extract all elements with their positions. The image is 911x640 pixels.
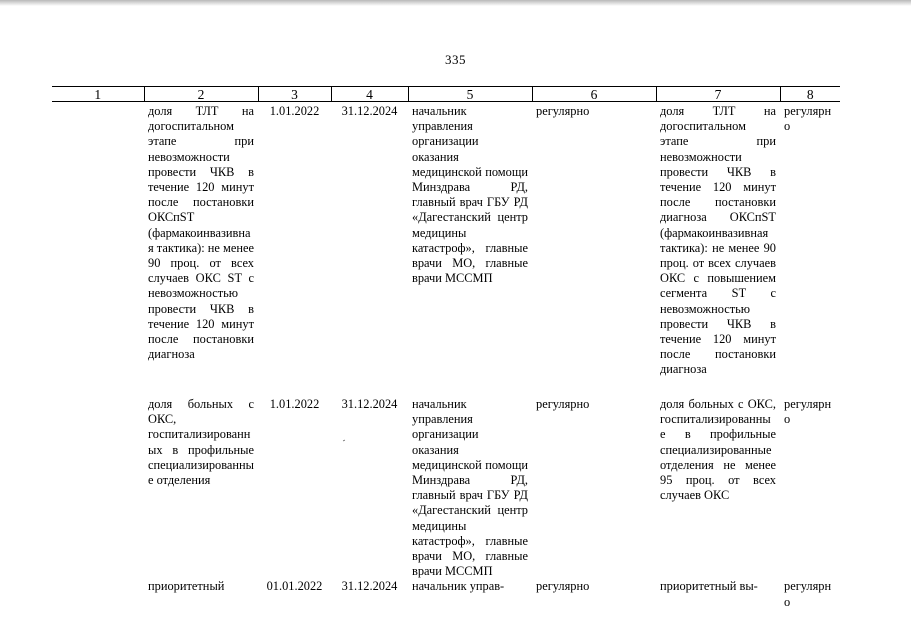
cell-start-date: 1.01.2022 <box>269 397 320 411</box>
scan-edge-shadow <box>0 0 911 6</box>
table-row <box>52 397 840 579</box>
column-header-1: 1 <box>52 87 144 102</box>
cell-number <box>52 102 144 398</box>
cell-start-date: 1.01.2022 <box>269 104 320 118</box>
column-header-4: 4 <box>331 87 408 102</box>
cell-measure: доля больных с ОКС, госпитализированных в профильные специализированные отделения <box>148 397 255 488</box>
column-header-2: 2 <box>144 87 258 102</box>
cell-responsible: начальник управ- <box>412 579 505 594</box>
measures-table <box>52 86 840 610</box>
cell-measure: доля ТЛТ на догоспитальном этапе при невозможности провести ЧКВ в течение 120 минут после постановки ОКСпST (фармакоинвазивная тактика): не менее 90 проц. от всех случаев ОКС ST с невозможностью провести ЧКВ в течение 120 минут после постановки диагноза <box>148 104 254 362</box>
cell-frequency: регулярно <box>536 104 590 118</box>
page-number: 335 <box>445 52 466 67</box>
cell-frequency: регулярно <box>536 397 590 411</box>
cell-end-date: 31.12.2024 <box>341 397 398 411</box>
cell-number <box>52 579 144 609</box>
cell-measure: приоритетный <box>148 579 225 594</box>
column-header-6: 6 <box>532 87 656 102</box>
column-header-8: 8 <box>780 87 840 102</box>
cell-number <box>52 397 144 579</box>
cell-result: доля больных с ОКС, госпитализированные в профильные специализированные отделения не менее 95 проц. от всех случаев ОКС <box>660 397 776 503</box>
column-header-5: 5 <box>408 87 532 102</box>
column-header-7: 7 <box>656 87 780 102</box>
cell-responsible: начальник управления организации оказания медицинской помощи Минздрава РД, главный врач ГБУ РД «Дагестанский центр медицины катастроф», главные врачи МО, главные врачи МССМП <box>412 397 528 579</box>
cell-end-date: 31.12.2024 <box>341 579 398 594</box>
column-header-3: 3 <box>258 87 331 102</box>
cell-periodicity: регулярно <box>784 579 832 609</box>
table-row <box>52 579 840 609</box>
cell-periodicity: регулярно <box>784 397 832 427</box>
cell-start-date: 01.01.2022 <box>266 579 323 594</box>
cell-end-date: 31.12.2024 <box>341 104 398 118</box>
cell-periodicity: регулярно <box>784 104 832 134</box>
table-row <box>52 102 840 398</box>
cell-result: приоритетный вы- <box>660 579 758 594</box>
cell-frequency: регулярно <box>536 579 590 594</box>
header-row <box>52 87 840 102</box>
cell-responsible: начальник управления организации оказания медицинской помощи Минздрава РД, главный врач ГБУ РД «Дагестанский центр медицины катастроф», главные врачи МО, главные врачи МССМП <box>412 104 528 286</box>
cell-result: доля ТЛТ на догоспитальном этапе при невозможности провести ЧКВ в течение 120 минут после постановки диагноза ОКСпST (фармакоинвазивная тактика): не менее 90 проц. от всех случаев ОКС с повышением сегмента ST с невозможностью провести ЧКВ в течение 120 минут после постановки диагноза <box>660 104 776 377</box>
